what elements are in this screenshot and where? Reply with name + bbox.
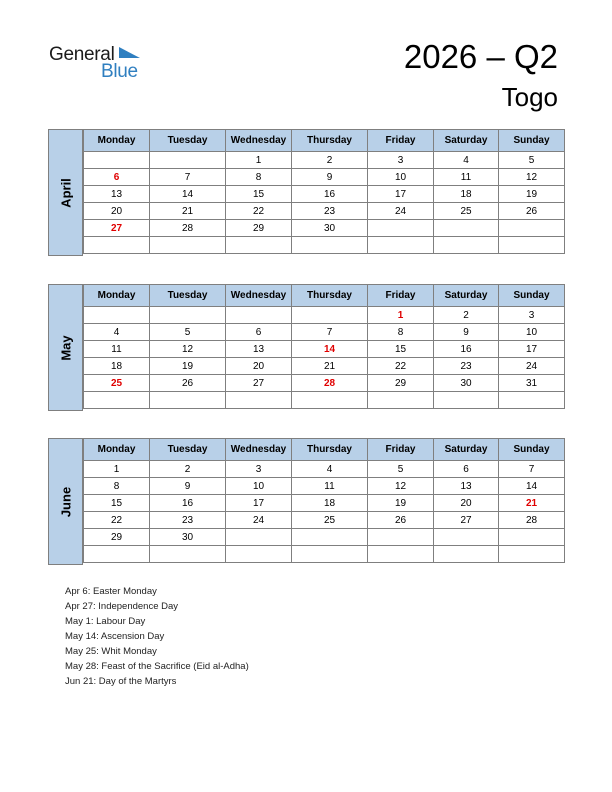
- day-cell: [226, 392, 292, 409]
- day-cell: 2: [434, 307, 499, 324]
- logo-general-text: General: [49, 44, 115, 65]
- day-cell: 29: [226, 220, 292, 237]
- day-cell: 4: [434, 152, 499, 169]
- week-row: [84, 358, 565, 375]
- weekday-header: Saturday: [434, 285, 499, 307]
- weekday-header: Tuesday: [150, 439, 226, 461]
- logo-blue-text: Blue: [101, 61, 138, 82]
- day-cell: 9: [434, 324, 499, 341]
- day-cell: 27: [84, 220, 150, 237]
- day-cell: 21: [499, 495, 565, 512]
- day-cell: [84, 152, 150, 169]
- day-cell: [434, 237, 499, 254]
- weekday-header: Tuesday: [150, 130, 226, 152]
- day-cell: [368, 237, 434, 254]
- logo: [49, 44, 149, 84]
- day-cell: 26: [368, 512, 434, 529]
- day-cell: 2: [292, 152, 368, 169]
- day-cell: 21: [292, 358, 368, 375]
- day-cell: 18: [292, 495, 368, 512]
- day-cell: 18: [434, 186, 499, 203]
- day-cell: 14: [150, 186, 226, 203]
- weekday-header: Monday: [84, 130, 150, 152]
- day-cell: 30: [434, 375, 499, 392]
- holiday-note: May 25: Whit Monday: [65, 646, 157, 657]
- day-cell: 13: [226, 341, 292, 358]
- day-cell: 8: [226, 169, 292, 186]
- week-row: [84, 324, 565, 341]
- week-row: [84, 186, 565, 203]
- day-cell: 22: [84, 512, 150, 529]
- month-table: [83, 129, 565, 254]
- day-cell: [292, 307, 368, 324]
- day-cell: [499, 237, 565, 254]
- day-cell: 8: [84, 478, 150, 495]
- day-cell: 7: [499, 461, 565, 478]
- day-cell: [150, 546, 226, 563]
- week-row: [84, 220, 565, 237]
- day-cell: [84, 392, 150, 409]
- day-cell: 12: [499, 169, 565, 186]
- weekday-header: Saturday: [434, 130, 499, 152]
- day-cell: 10: [226, 478, 292, 495]
- month-block-0: [48, 129, 564, 256]
- day-cell: 15: [226, 186, 292, 203]
- weekday-header: Saturday: [434, 439, 499, 461]
- day-cell: [226, 237, 292, 254]
- day-cell: [292, 546, 368, 563]
- day-cell: 27: [434, 512, 499, 529]
- day-cell: [368, 392, 434, 409]
- country-name: Togo: [501, 82, 558, 112]
- day-cell: 3: [368, 152, 434, 169]
- day-cell: 1: [368, 307, 434, 324]
- day-cell: [150, 307, 226, 324]
- day-cell: 27: [226, 375, 292, 392]
- week-row: [84, 495, 565, 512]
- weekday-header: Friday: [368, 285, 434, 307]
- day-cell: 3: [499, 307, 565, 324]
- week-row: [84, 546, 565, 563]
- day-cell: 9: [292, 169, 368, 186]
- day-cell: 23: [292, 203, 368, 220]
- weekday-header: Friday: [368, 439, 434, 461]
- weekday-header: Thursday: [292, 439, 368, 461]
- day-cell: 16: [434, 341, 499, 358]
- holiday-note: Apr 27: Independence Day: [65, 601, 179, 612]
- day-cell: [292, 529, 368, 546]
- weekday-header: Thursday: [292, 130, 368, 152]
- day-cell: [150, 152, 226, 169]
- day-cell: 6: [84, 169, 150, 186]
- day-cell: 11: [84, 341, 150, 358]
- day-cell: 14: [292, 341, 368, 358]
- weekday-header: Friday: [368, 130, 434, 152]
- day-cell: 30: [292, 220, 368, 237]
- day-cell: 16: [150, 495, 226, 512]
- day-cell: 13: [84, 186, 150, 203]
- weekday-header: Wednesday: [226, 285, 292, 307]
- day-cell: 7: [150, 169, 226, 186]
- day-cell: 20: [84, 203, 150, 220]
- holiday-note: Apr 6: Easter Monday: [65, 586, 157, 597]
- day-cell: 3: [226, 461, 292, 478]
- day-cell: 8: [368, 324, 434, 341]
- day-cell: 25: [434, 203, 499, 220]
- day-cell: 24: [226, 512, 292, 529]
- day-cell: 10: [368, 169, 434, 186]
- day-cell: 23: [150, 512, 226, 529]
- day-cell: 24: [368, 203, 434, 220]
- holiday-notes: [65, 584, 249, 689]
- week-row: [84, 512, 565, 529]
- day-cell: 30: [150, 529, 226, 546]
- day-cell: 26: [499, 203, 565, 220]
- day-cell: 22: [368, 358, 434, 375]
- day-cell: [226, 307, 292, 324]
- day-cell: 28: [292, 375, 368, 392]
- month-block-2: [48, 438, 564, 565]
- page-title: 2026 – Q2: [403, 38, 558, 75]
- day-cell: 19: [150, 358, 226, 375]
- day-cell: 1: [226, 152, 292, 169]
- holiday-note: Jun 21: Day of the Martyrs: [65, 676, 177, 687]
- month-table: [83, 284, 565, 409]
- day-cell: 28: [150, 220, 226, 237]
- logo-triangle-icon: [119, 47, 140, 58]
- day-cell: [84, 237, 150, 254]
- day-cell: [292, 237, 368, 254]
- day-cell: 23: [434, 358, 499, 375]
- day-cell: 5: [368, 461, 434, 478]
- day-cell: 18: [84, 358, 150, 375]
- day-cell: 21: [150, 203, 226, 220]
- week-row: [84, 203, 565, 220]
- weekday-header: Thursday: [292, 285, 368, 307]
- month-name: April: [58, 177, 73, 208]
- day-cell: 4: [84, 324, 150, 341]
- day-cell: 7: [292, 324, 368, 341]
- day-cell: [150, 392, 226, 409]
- week-row: [84, 169, 565, 186]
- day-cell: 2: [150, 461, 226, 478]
- day-cell: [84, 307, 150, 324]
- day-cell: 9: [150, 478, 226, 495]
- week-row: [84, 461, 565, 478]
- day-cell: 19: [368, 495, 434, 512]
- day-cell: 17: [226, 495, 292, 512]
- month-label: [48, 284, 83, 411]
- month-name: May: [58, 334, 73, 361]
- week-row: [84, 152, 565, 169]
- day-cell: [434, 392, 499, 409]
- week-row: [84, 392, 565, 409]
- day-cell: [368, 546, 434, 563]
- week-row: [84, 307, 565, 324]
- month-block-1: [48, 284, 564, 411]
- day-cell: [499, 220, 565, 237]
- week-row: [84, 478, 565, 495]
- day-cell: 29: [368, 375, 434, 392]
- day-cell: 15: [84, 495, 150, 512]
- day-cell: 4: [292, 461, 368, 478]
- day-cell: 14: [499, 478, 565, 495]
- day-cell: [499, 392, 565, 409]
- day-cell: 10: [499, 324, 565, 341]
- day-cell: [434, 220, 499, 237]
- day-cell: [434, 546, 499, 563]
- day-cell: 24: [499, 358, 565, 375]
- day-cell: 29: [84, 529, 150, 546]
- day-cell: [368, 220, 434, 237]
- holiday-note: May 14: Ascension Day: [65, 631, 165, 642]
- day-cell: [434, 529, 499, 546]
- day-cell: [499, 529, 565, 546]
- day-cell: 17: [368, 186, 434, 203]
- weekday-header: Monday: [84, 439, 150, 461]
- day-cell: 5: [150, 324, 226, 341]
- month-label: [48, 438, 83, 565]
- week-row: [84, 341, 565, 358]
- month-label: [48, 129, 83, 256]
- day-cell: 20: [434, 495, 499, 512]
- holiday-note: May 1: Labour Day: [65, 616, 146, 627]
- week-row: [84, 375, 565, 392]
- weekday-header: Monday: [84, 285, 150, 307]
- weekday-header: Sunday: [499, 285, 565, 307]
- day-cell: 11: [434, 169, 499, 186]
- day-cell: 31: [499, 375, 565, 392]
- week-row: [84, 529, 565, 546]
- day-cell: 25: [292, 512, 368, 529]
- week-row: [84, 237, 565, 254]
- day-cell: 11: [292, 478, 368, 495]
- month-name: June: [58, 486, 73, 517]
- weekday-header: Wednesday: [226, 130, 292, 152]
- day-cell: [499, 546, 565, 563]
- day-cell: 12: [368, 478, 434, 495]
- day-cell: [150, 237, 226, 254]
- day-cell: 25: [84, 375, 150, 392]
- day-cell: 13: [434, 478, 499, 495]
- day-cell: 20: [226, 358, 292, 375]
- weekday-header: Sunday: [499, 439, 565, 461]
- day-cell: 17: [499, 341, 565, 358]
- day-cell: 28: [499, 512, 565, 529]
- day-cell: [226, 546, 292, 563]
- day-cell: 12: [150, 341, 226, 358]
- day-cell: [226, 529, 292, 546]
- day-cell: 22: [226, 203, 292, 220]
- day-cell: 6: [226, 324, 292, 341]
- day-cell: 19: [499, 186, 565, 203]
- day-cell: 26: [150, 375, 226, 392]
- weekday-header: Sunday: [499, 130, 565, 152]
- weekday-header: Tuesday: [150, 285, 226, 307]
- weekday-header: Wednesday: [226, 439, 292, 461]
- day-cell: [292, 392, 368, 409]
- day-cell: [368, 529, 434, 546]
- day-cell: 1: [84, 461, 150, 478]
- day-cell: 16: [292, 186, 368, 203]
- day-cell: 5: [499, 152, 565, 169]
- month-table: [83, 438, 565, 563]
- day-cell: 6: [434, 461, 499, 478]
- day-cell: 15: [368, 341, 434, 358]
- day-cell: [84, 546, 150, 563]
- holiday-note: May 28: Feast of the Sacrifice (Eid al-Adha): [65, 661, 249, 672]
